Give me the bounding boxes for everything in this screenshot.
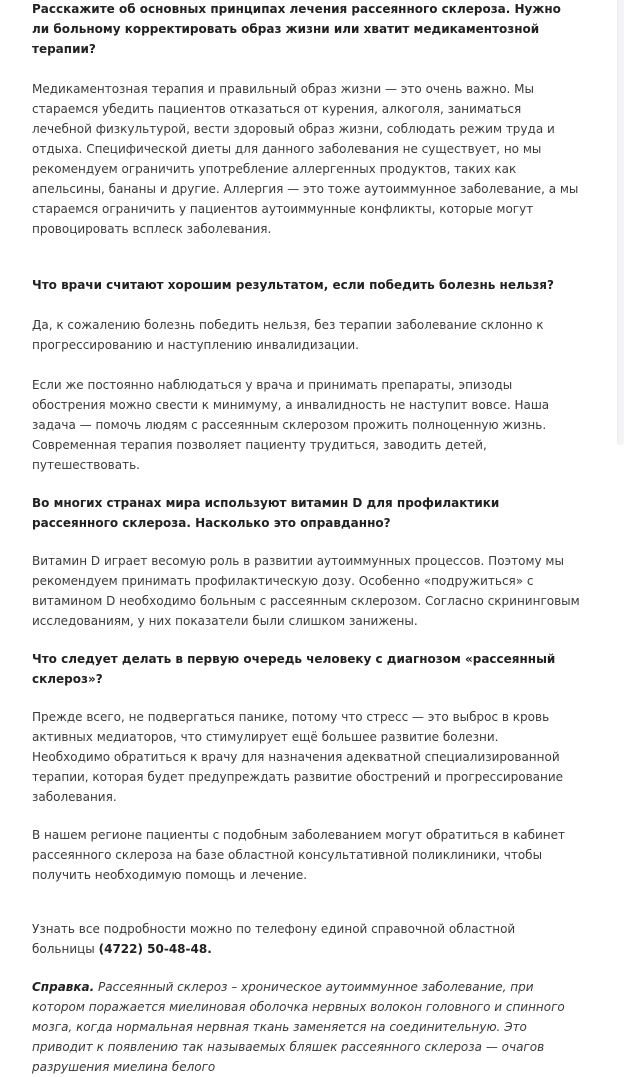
contact-paragraph [32, 919, 580, 959]
question-1: Расскажите об основных принципах лечения рассеянного склероза. Нужно ли больному корректировать образ жизни или хватит медикаментозной терапии? [32, 2, 561, 56]
reference-text: Рассеянный склероз – хроническое аутоиммунное заболевание, при котором поражается миелиновая оболочка нервных волокон головного и спинного мозга, когда нормальная нервная ткань заменяется на соединительную. Это приводит к появлению так называемых бляшек рассеянного склероза — очагов разрушения миелина белого [32, 980, 565, 1074]
contact-phone: (4722) 50-48-48. [98, 942, 212, 956]
article-body [32, 0, 580, 1077]
answer-4-paragraph-2: В нашем регионе пациенты с подобным заболеванием могут обратиться в кабинет рассеянного склероза на базе областной консультативной поликлиники, чтобы получить необходимую помощь и лечение. [32, 828, 566, 882]
answer-4-paragraph-1: Прежде всего, не подвергаться панике, потому что стресс — это выброс в кровь активных медиаторов, что стимулирует ещё большее развитие болезни. Необходимо обратиться к врачу для назначения адекватной специализированной терапии, которая будет предупреждать развитие обострений и прогрессирование заболевания. [32, 710, 564, 804]
reference-note [32, 977, 580, 1077]
reference-label: Справка. [32, 980, 95, 994]
question-4: Что следует делать в первую очередь человеку с диагнозом «рассеянный склероз»? [32, 652, 556, 686]
contact-text: Узнать все подробности можно по телефону единой справочной областной больницы [32, 922, 516, 956]
answer-3: Витамин D играет весомую роль в развитии аутоиммунных процессов. Поэтому мы рекомендуем принимать профилактическую дозу. Особенно «подружиться» с витамином D необходимо больным с рассеянным склерозом. Согласно скрининговым исследованиям, у них показатели были слишком занижены. [32, 554, 580, 628]
answer-2-paragraph-1: Да, к сожалению болезнь победить нельзя, без терапии заболевание склонно к прогрессированию и наступлению инвалидизации. [32, 318, 544, 352]
question-3: Во многих странах мира используют витамин D для профилактики рассеянного склероза. Насколько это оправданно? [32, 496, 500, 530]
question-2: Что врачи считают хорошим результатом, если победить болезнь нельзя? [32, 278, 554, 292]
answer-2-paragraph-2: Если же постоянно наблюдаться у врача и принимать препараты, эпизоды обострения можно свести к минимуму, а инвалидность не наступит вовсе. Наша задача — помочь людям с рассеянным склерозом прожить полноценную жизнь. Современная терапия позволяет пациенту трудиться, заводить детей, путешествовать. [32, 378, 550, 472]
scrollbar[interactable] [617, 0, 624, 445]
answer-1: Медикаментозная терапия и правильный образ жизни — это очень важно. Мы стараемся убедить пациентов отказаться от курения, алкоголя, заниматься лечебной физкультурой, вести здоровый образ жизни, соблюдать режим труда и отдыха. Специфической диеты для данного заболевания не существует, но мы рекомендуем ограничить употребление аллергенных продуктов, таких как апельсины, бананы и другие. Аллергия — это тоже аутоиммунное заболевание, а мы стараемся ограничить у пациентов аутоиммунные конфликты, которые могут провоцировать всплеск заболевания. [32, 82, 579, 236]
